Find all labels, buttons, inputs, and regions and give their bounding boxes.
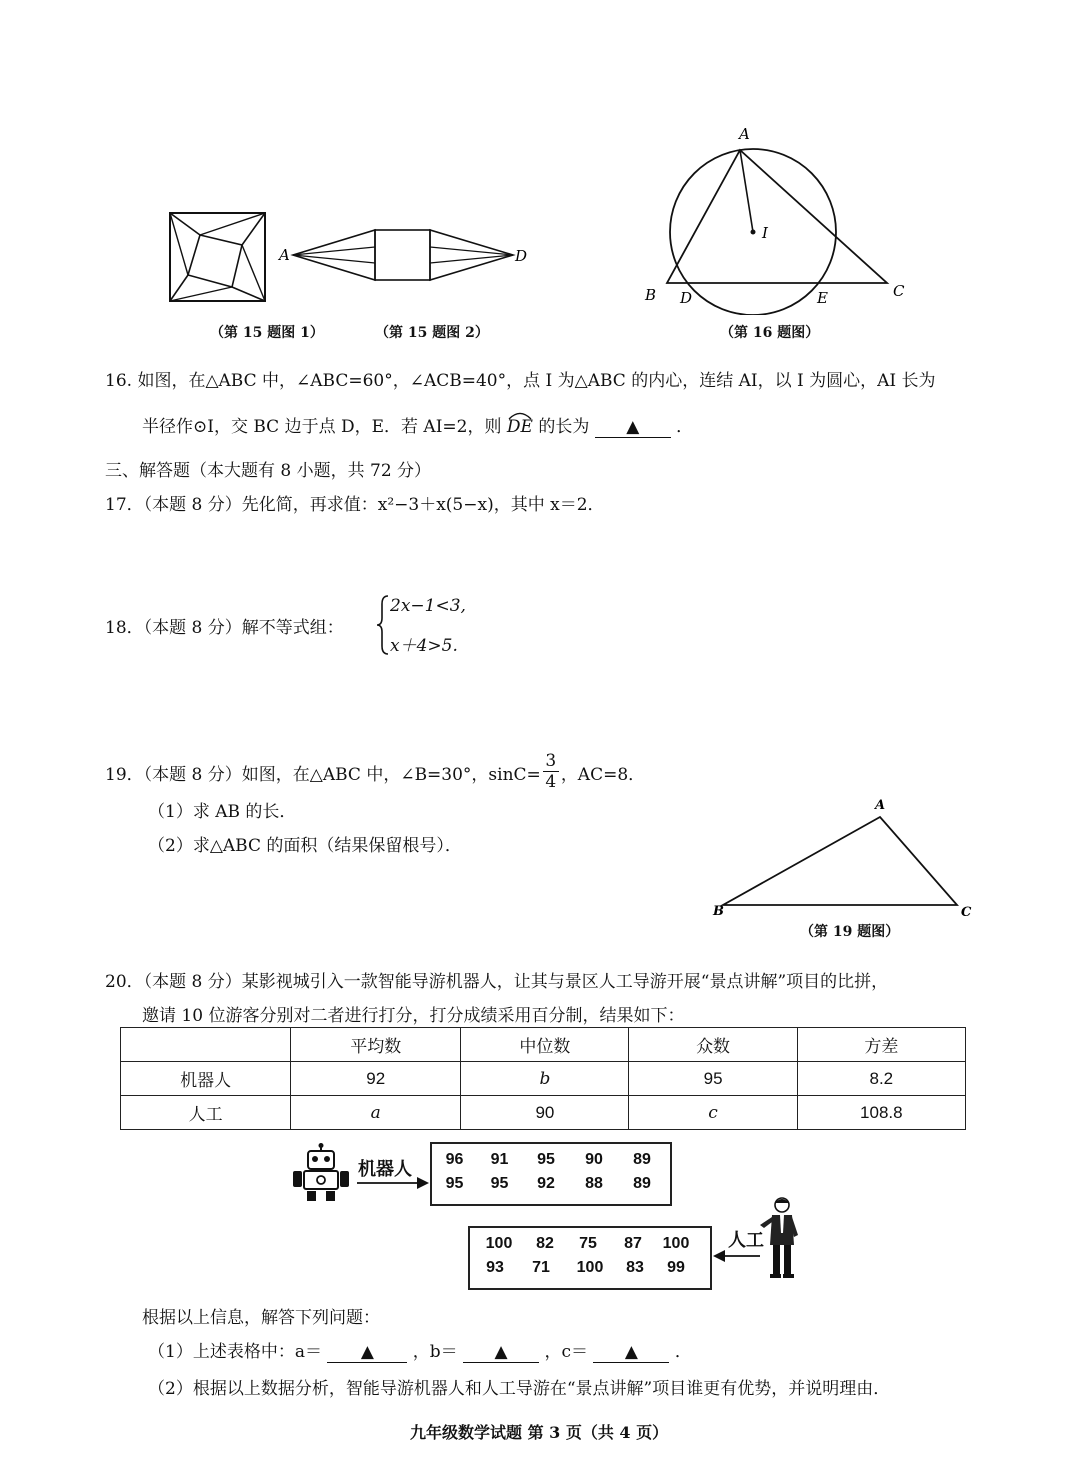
q19-stem <box>105 752 645 793</box>
q20-intro: 根据以上信息，解答下列问题： <box>142 1308 380 1328</box>
answer-blank-c[interactable]: ▲ <box>593 1343 669 1363</box>
score-cell: 91 <box>490 1151 509 1168</box>
table-cell: c <box>629 1096 797 1130</box>
table-cell: 8.2 <box>797 1062 965 1096</box>
score-cell: 92 <box>537 1175 555 1192</box>
table-row <box>121 1096 966 1130</box>
score-cell: 89 <box>633 1175 651 1192</box>
fig16-label-e: E <box>817 289 828 307</box>
fig15-1-caption: （第 15 题图 1） <box>210 325 324 341</box>
table-cell: a <box>291 1096 461 1130</box>
fig19-diagram <box>705 795 980 920</box>
q18-ineq2: x＋4>5. <box>390 636 458 656</box>
table-cell: b <box>461 1062 629 1096</box>
fig15-2-diagram <box>275 225 535 290</box>
teacher-icon <box>756 1195 806 1280</box>
q19-part1: （1）求 AB 的长． <box>148 802 297 822</box>
fig19-label-a: A <box>875 798 886 813</box>
table-cell: 108.8 <box>797 1096 965 1130</box>
robot-label: 机器人 <box>358 1159 412 1179</box>
fig19-label-b: B <box>713 904 724 919</box>
answer-blank-b[interactable]: ▲ <box>463 1343 539 1363</box>
table-cell: 90 <box>461 1096 629 1130</box>
arrow-icon <box>712 1249 762 1263</box>
score-cell: 90 <box>585 1151 603 1168</box>
q19-fraction <box>543 751 559 792</box>
fig16-caption: （第 16 题图） <box>720 325 820 341</box>
score-cell: 96 <box>445 1151 464 1168</box>
table-cell: 92 <box>291 1062 461 1096</box>
table-cell: 人工 <box>121 1096 291 1130</box>
score-cell: 82 <box>536 1235 554 1252</box>
table-cell: 95 <box>629 1062 797 1096</box>
q20-line2: 邀请 10 位游客分别对二者进行打分，打分成绩采用百分制，结果如下： <box>142 1006 685 1026</box>
human-scores-row <box>470 1256 710 1280</box>
human-scores-box <box>468 1226 712 1290</box>
arrow-icon <box>355 1176 430 1190</box>
table-header-row <box>121 1028 966 1062</box>
fig16-label-d: D <box>680 289 693 307</box>
score-cell: 83 <box>626 1259 644 1276</box>
q16-line1: 16. 如图，在△ABC 中，∠ABC=60°，∠ACB=40°，点 I 为△ABC 的内心，连结 AI，以 I 为圆心，AI 长为 <box>105 371 936 391</box>
score-cell: 95 <box>537 1151 555 1168</box>
fig16-label-a: A <box>739 125 750 143</box>
q19-fraction-den: 4 <box>545 772 557 792</box>
table-header-cell: 方差 <box>797 1028 965 1062</box>
score-cell: 99 <box>667 1259 685 1276</box>
q19-part2: （2）求△ABC 的面积（结果保留根号）． <box>148 836 462 856</box>
fig19-label-c: C <box>961 905 972 920</box>
fig19-caption: （第 19 题图） <box>800 924 900 940</box>
fig15-2-label-d: D <box>515 247 528 265</box>
q16-line2-pre: 半径作⊙I，交 BC 边于点 D，E．若 AI=2，则 <box>142 417 502 437</box>
score-cell: 100 <box>576 1259 604 1276</box>
q17: 17．（本题 8 分）先化简，再求值：x²−3＋x(5−x)，其中 x＝2． <box>105 495 605 515</box>
score-cell: 95 <box>490 1175 509 1192</box>
q16-arc-de: DE <box>507 417 533 437</box>
section3-title: 三、解答题（本大题有 8 小题，共 72 分） <box>105 461 432 481</box>
q16-line2-post: 的长为 <box>538 417 590 437</box>
human-scores-row <box>470 1232 710 1256</box>
robot-scores-row <box>432 1148 670 1172</box>
robot-scores-row <box>432 1172 670 1196</box>
table-header-cell: 众数 <box>629 1028 797 1062</box>
robot-icon <box>290 1143 352 1203</box>
table-header-cell: 平均数 <box>291 1028 461 1062</box>
q19-fraction-num: 3 <box>545 751 557 771</box>
score-cell: 87 <box>624 1235 642 1252</box>
fig16-diagram <box>635 115 920 315</box>
score-cell: 75 <box>579 1235 597 1252</box>
page-footer: 九年级数学试题 第 3 页（共 4 页） <box>410 1423 669 1442</box>
fig16-label-b: B <box>645 286 657 304</box>
q20-part2: （2）根据以上数据分析，智能导游机器人和人工导游在“景点讲解”项目谁更有优势，并说明理由． <box>148 1379 891 1399</box>
human-label: 人工 <box>728 1230 764 1250</box>
fig15-2-caption: （第 15 题图 2） <box>375 325 489 341</box>
answer-blank-a[interactable]: ▲ <box>327 1343 407 1363</box>
q18-prefix: 18．（本题 8 分）解不等式组： <box>105 618 344 638</box>
stats-table <box>120 1027 966 1130</box>
table-header-cell <box>121 1028 291 1062</box>
score-cell: 88 <box>585 1175 603 1192</box>
table-row <box>121 1062 966 1096</box>
q18-brace <box>376 594 390 656</box>
score-cell: 100 <box>485 1235 513 1252</box>
q16-answer-blank[interactable]: ▲ <box>595 418 671 438</box>
fig15-2-label-a: A <box>279 246 290 264</box>
q18-ineq1: 2x−1<3, <box>390 596 466 616</box>
score-cell: 93 <box>486 1259 504 1276</box>
fig16-label-c: C <box>893 282 905 300</box>
score-cell: 71 <box>532 1259 550 1276</box>
fig15-1-diagram <box>160 205 275 310</box>
q16-line2: 半径作⊙I，交 BC 边于点 D，E．若 AI=2，则 DE 的长为 ▲ ． <box>142 412 693 438</box>
q19-prefix: 19．（本题 8 分）如图，在△ABC 中，∠B=30°，sinC= <box>105 765 541 785</box>
q20-line1: 20．（本题 8 分）某影视城引入一款智能导游机器人，让其与景区人工导游开展“景点讲解”项目的比拼， <box>105 972 889 992</box>
robot-scores-box <box>430 1142 672 1206</box>
q19-suffix: ，AC=8． <box>560 765 646 785</box>
score-cell: 95 <box>445 1175 464 1192</box>
score-cell: 89 <box>633 1151 651 1168</box>
table-cell: 机器人 <box>121 1062 291 1096</box>
score-cell: 100 <box>662 1235 690 1252</box>
q20-part1: （1）上述表格中：a＝ ▲ ，b＝ ▲ ，c＝ ▲ ． <box>148 1342 692 1362</box>
table-header-cell: 中位数 <box>461 1028 629 1062</box>
fig16-label-i: I <box>762 224 768 242</box>
